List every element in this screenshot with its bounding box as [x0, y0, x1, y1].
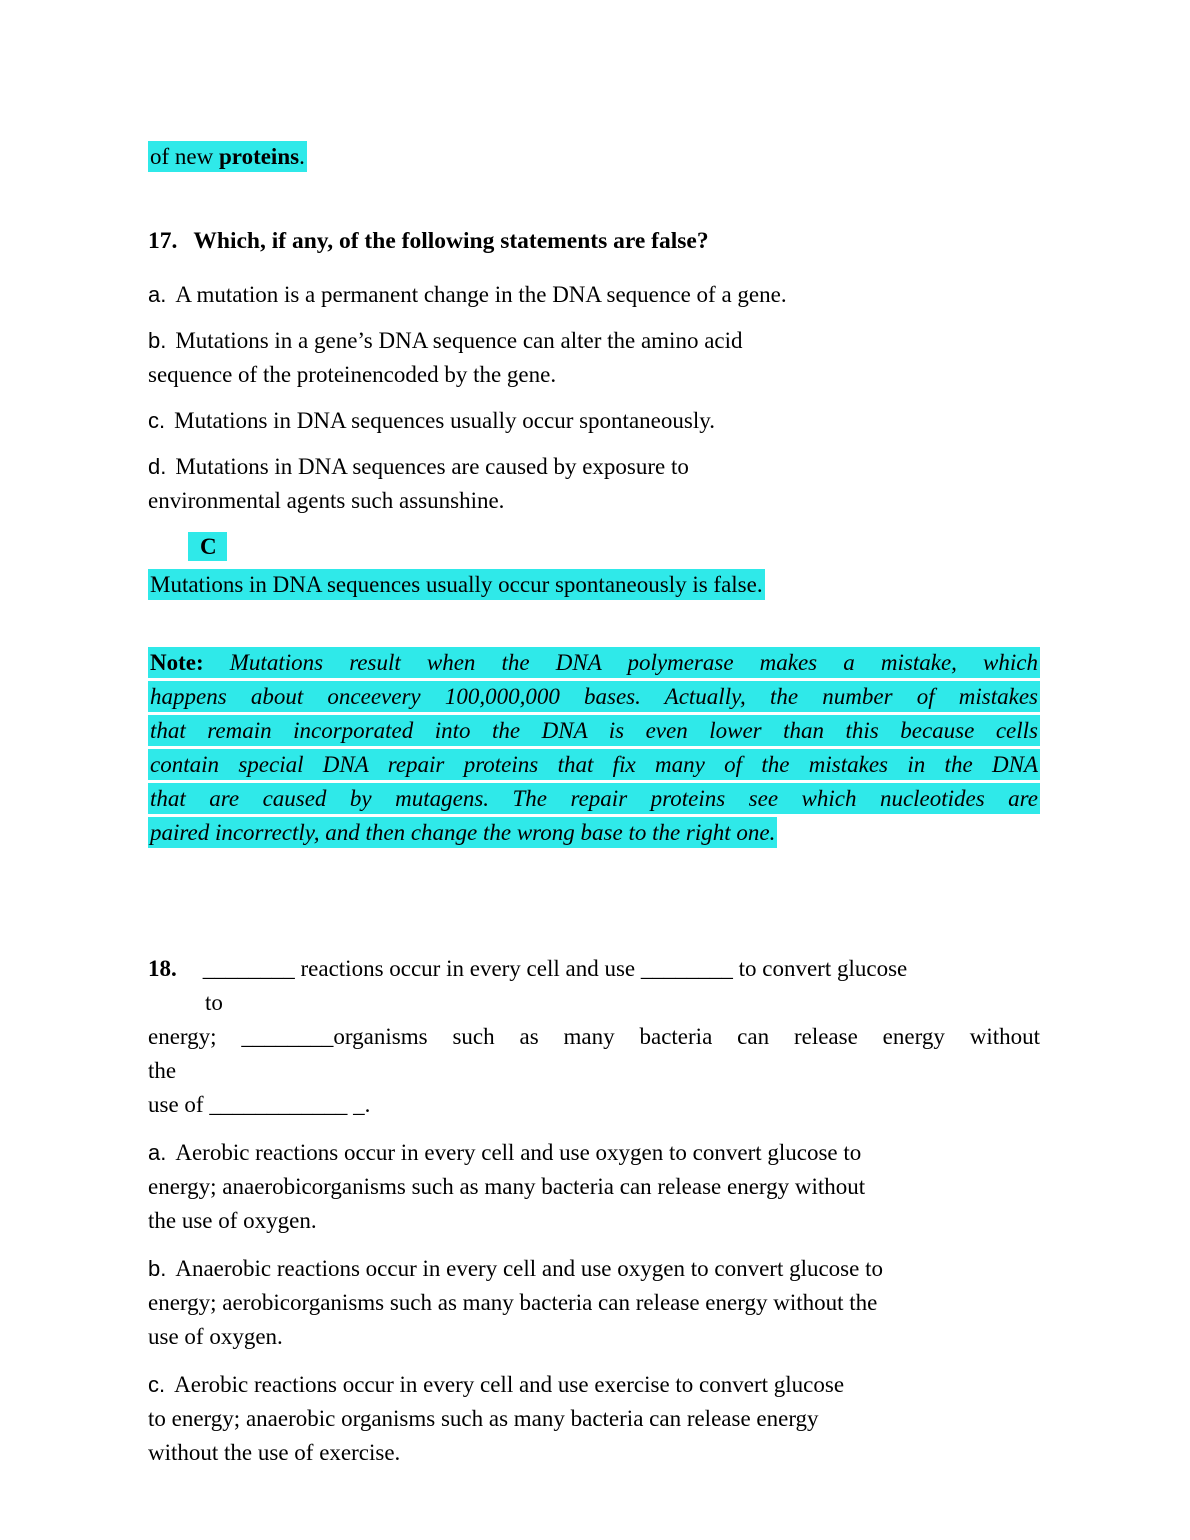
note-line-2-text: happens about onceevery 100,000,000 bases. Actually, the number of mistakes	[150, 684, 1038, 709]
note-line-5-highlight	[148, 783, 1040, 814]
question-17-number: 17.	[148, 228, 178, 254]
q17-option-b-line-1	[148, 324, 1040, 358]
note-block	[148, 646, 1040, 850]
q17-option-d-line-1	[148, 450, 1040, 484]
q18-option-b-line-1	[148, 1252, 1040, 1286]
q18-option-a-text-1: Aerobic reactions occur in every cell and use oxygen to convert glucose to	[175, 1140, 862, 1165]
q18-option-c	[148, 1368, 1040, 1470]
intro-suffix: .	[299, 144, 305, 169]
q18-option-a-letter: a.	[148, 1140, 167, 1165]
q17-option-a	[148, 278, 1040, 312]
q18-option-a-line-1	[148, 1136, 1040, 1170]
q18-stem-line-3: energy; ________organisms such as many bacteria can release energy without	[148, 1024, 1040, 1049]
q17-option-a-text: A mutation is a permanent change in the DNA sequence of a gene.	[175, 282, 787, 307]
note-label: Note:	[150, 650, 204, 675]
q18-option-b-line-2: energy; aerobicorganisms such as many bacteria can release energy without the	[148, 1290, 878, 1315]
note-line-1	[148, 646, 1040, 680]
q17-answer-statement-row	[148, 568, 1040, 602]
q18-option-c-line-3: without the use of exercise.	[148, 1440, 401, 1465]
q17-option-c-letter: c.	[148, 408, 166, 433]
question-18-number: 18.	[148, 956, 177, 981]
q17-option-d-letter: d.	[148, 454, 167, 479]
question-17-text: Which, if any, of the following statements are false?	[193, 228, 709, 254]
q18-stem-text-1: ________ reactions occur in every cell and use ________ to convert glucose	[202, 956, 908, 981]
note-line-4-highlight	[148, 749, 1040, 780]
note-line-1-text: Mutations result when the DNA polymerase makes a mistake, which	[203, 650, 1038, 675]
note-line-3-highlight	[148, 715, 1040, 746]
q17-option-c	[148, 404, 1040, 438]
q17-option-c-text: Mutations in DNA sequences usually occur spontaneously.	[174, 408, 715, 433]
intro-line	[148, 140, 1040, 174]
note-line-6-highlight	[148, 817, 777, 848]
q17-option-b-text-1: Mutations in a gene’s DNA sequence can alter the amino acid	[175, 328, 743, 353]
question-17-heading	[148, 224, 1040, 258]
note-line-6-text: paired incorrectly, and then change the wrong base to the right one.	[150, 820, 776, 845]
note-line-5	[148, 782, 1040, 816]
q18-option-b-line-3: use of oxygen.	[148, 1324, 283, 1349]
q18-option-c-letter: c.	[148, 1372, 166, 1397]
q17-option-a-line	[148, 282, 787, 307]
note-line-3-text: that remain incorporated into the DNA is even lower than this because cells	[150, 718, 1038, 743]
q17-option-d-text-1: Mutations in DNA sequences are caused by exposure to	[175, 454, 689, 479]
q18-stem-line-4: the	[148, 1058, 177, 1083]
q17-answer-statement: Mutations in DNA sequences usually occur spontaneously is false.	[148, 569, 765, 600]
q18-option-b-text-1: Anaerobic reactions occur in every cell and use oxygen to convert glucose to	[175, 1256, 883, 1281]
q18-option-a-line-2: energy; anaerobicorganisms such as many bacteria can release energy without	[148, 1174, 866, 1199]
note-line-3	[148, 714, 1040, 748]
q17-option-b-letter: b.	[148, 328, 167, 353]
q18-stem-line-2: to	[205, 990, 223, 1015]
question-18	[148, 952, 1040, 1470]
note-line-1-highlight	[148, 647, 1040, 678]
note-line-5-text: that are caused by mutagens. The repair proteins see which nucleotides are	[150, 786, 1038, 811]
q17-answer-letter-row	[188, 530, 1040, 564]
note-line-2	[148, 680, 1040, 714]
note-line-2-highlight	[148, 681, 1040, 712]
note-line-6	[148, 816, 1040, 850]
q18-option-b-letter: b.	[148, 1256, 167, 1281]
q17-option-c-line	[148, 408, 715, 433]
q17-option-b	[148, 324, 1040, 392]
q18-stem-line-5: use of ____________ _.	[148, 1092, 371, 1117]
intro-bold-word: proteins	[218, 144, 300, 169]
q17-answer-letter: C	[188, 532, 227, 561]
note-line-4	[148, 748, 1040, 782]
q17-option-a-letter: a.	[148, 282, 167, 307]
q17-option-b-line-2: sequence of the proteinencoded by the gene.	[148, 362, 557, 387]
q18-option-c-line-1	[148, 1368, 1040, 1402]
q18-option-a	[148, 1136, 1040, 1238]
q17-option-d-line-2: environmental agents such assunshine.	[148, 488, 505, 513]
note-line-4-text: contain special DNA repair proteins that fix many of the mistakes in the DNA	[150, 752, 1038, 777]
q18-option-c-line-2: to energy; anaerobic organisms such as many bacteria can release energy	[148, 1406, 819, 1431]
intro-prefix: of new	[150, 144, 219, 169]
q17-option-d	[148, 450, 1040, 518]
intro-highlight	[148, 141, 307, 172]
q18-stem-line-1	[148, 952, 1040, 986]
q18-option-b	[148, 1252, 1040, 1354]
q18-option-a-line-3: the use of oxygen.	[148, 1208, 317, 1233]
q18-option-c-text-1: Aerobic reactions occur in every cell and use exercise to convert glucose	[174, 1372, 845, 1397]
